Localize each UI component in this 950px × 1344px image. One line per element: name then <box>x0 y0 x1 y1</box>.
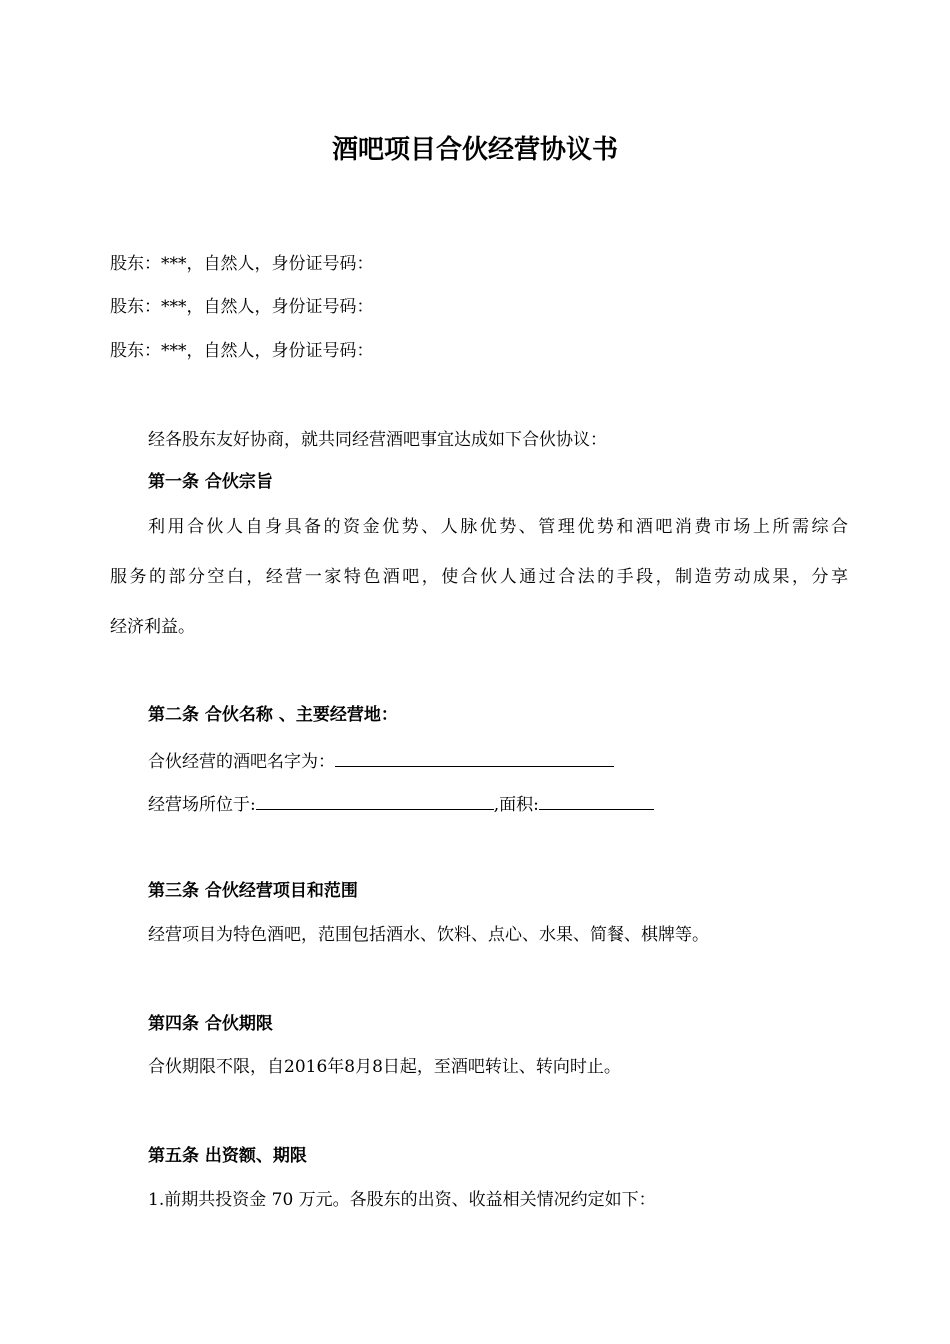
location-row <box>148 791 654 816</box>
shareholder-line-3: 股东：***，自然人，身份证号码： <box>110 341 374 361</box>
article-3-text: 经营项目为特色酒吧，范围包括酒水、饮料、点心、水果、简餐、棋牌等。 <box>148 925 709 945</box>
document-title: 酒吧项目合伙经营协议书 <box>331 135 618 165</box>
location-blank <box>256 791 494 810</box>
location-label: 经营场所位于: <box>148 795 256 815</box>
bar-name-blank <box>335 748 614 767</box>
shareholder-line-2: 股东：***，自然人，身份证号码： <box>110 297 374 317</box>
area-blank <box>539 791 654 810</box>
bar-name-row <box>148 748 614 773</box>
article-1-heading: 第一条 合伙宗旨 <box>148 472 273 492</box>
area-label: ,面积: <box>493 795 539 815</box>
article-5-heading: 第五条 出资额、期限 <box>148 1146 307 1166</box>
bar-name-label: 合伙经营的酒吧名字为： <box>148 752 335 772</box>
article-3-heading: 第三条 合伙经营项目和范围 <box>148 881 358 901</box>
article-2-heading: 第二条 合伙名称 、主要经营地： <box>148 705 398 725</box>
intro-paragraph: 经各股东友好协商，就共同经营酒吧事宜达成如下合伙协议： <box>148 430 607 450</box>
article-4-text: 合伙期限不限，自2016年8月8日起，至酒吧转让、转向时止。 <box>148 1057 621 1077</box>
article-5-item-1: 1.前期共投资金 70 万元。各股东的出资、收益相关情况约定如下： <box>148 1190 656 1210</box>
article-1-line-2: 服务的部分空白，经营一家特色酒吧，使合伙人通过合法的手段，制造劳动成果，分享 <box>110 567 848 587</box>
article-4-heading: 第四条 合伙期限 <box>148 1014 273 1034</box>
shareholder-line-1: 股东：***，自然人，身份证号码： <box>110 254 374 274</box>
article-1-line-3: 经济利益。 <box>110 617 195 637</box>
article-1-line-1: 利用合伙人自身具备的资金优势、人脉优势、管理优势和酒吧消费市场上所需综合 <box>148 517 848 537</box>
